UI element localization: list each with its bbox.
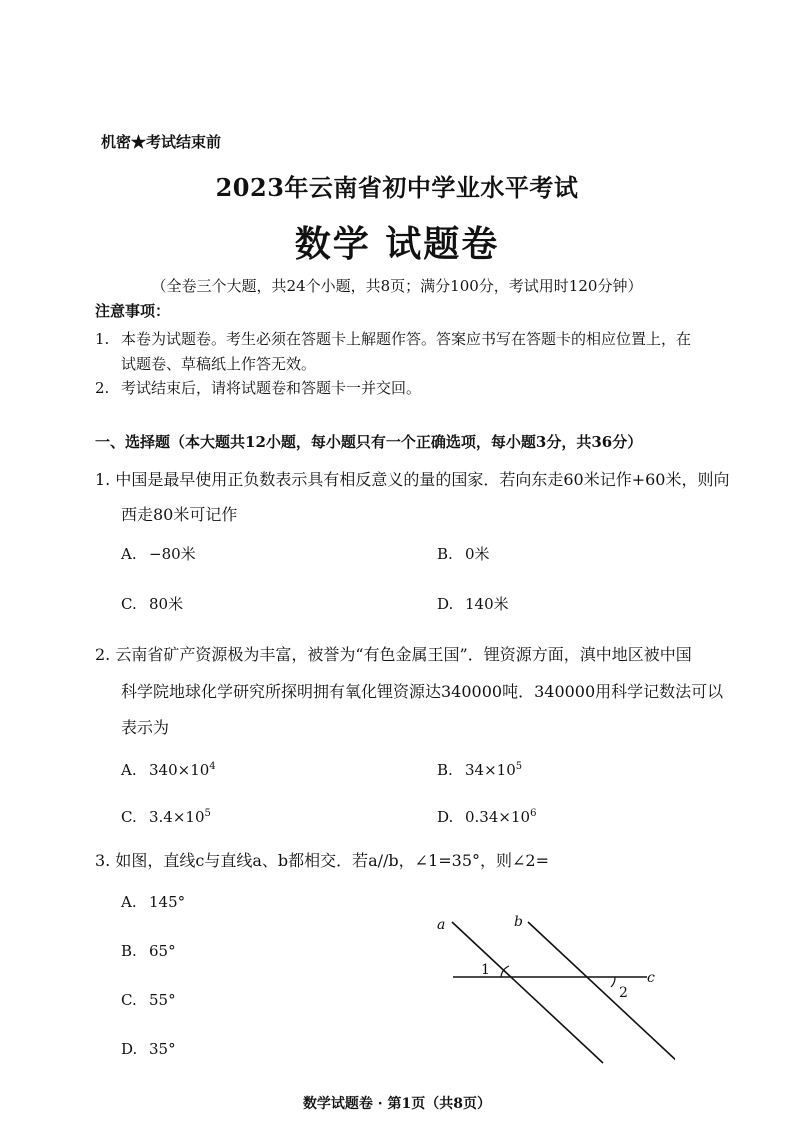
q2-option-c — [121, 808, 211, 826]
option-exponent: 5 — [204, 808, 211, 819]
label-b: b — [514, 914, 523, 930]
option-exponent: 4 — [209, 761, 216, 772]
q3-option-c — [121, 991, 176, 1009]
option-base: 0.34×10 — [465, 808, 531, 826]
notice-item-number: 2. — [95, 379, 110, 397]
option-text: −80米 — [149, 545, 196, 563]
question-2-line-1 — [95, 642, 692, 665]
notice-item-1-continued: 试题卷、草稿纸上作答无效。 — [121, 355, 317, 373]
label-angle-2: 2 — [619, 985, 628, 1001]
option-text: 140米 — [465, 595, 509, 613]
q2-option-b — [437, 761, 522, 779]
q1-option-a — [121, 543, 196, 564]
notice-item-text: 考试结束后，请将试题卷和答题卡一并交回。 — [121, 379, 422, 397]
q2-option-a — [121, 761, 216, 779]
q3-option-b — [121, 942, 176, 960]
question-1-line-2: 西走80米可记作 — [121, 505, 238, 524]
option-label: D. — [121, 1040, 138, 1058]
option-label: C. — [121, 808, 137, 826]
option-label: A. — [121, 893, 137, 911]
confidential-mark: 机密★考试结束前 — [101, 133, 222, 151]
option-text: 35° — [149, 1040, 176, 1058]
option-text: 0米 — [465, 545, 490, 563]
option-base: 340×10 — [149, 761, 210, 779]
option-label: C. — [121, 991, 137, 1009]
q2-option-d — [437, 808, 536, 826]
option-exponent: 5 — [515, 761, 523, 772]
option-label: D. — [437, 808, 454, 826]
label-c: c — [647, 970, 655, 986]
angle-2-arc — [611, 977, 615, 987]
notice-item-2 — [95, 376, 421, 400]
exam-info: （全卷三个大题，共24个小题，共8页；满分100分，考试用时120分钟） — [151, 277, 643, 295]
page-footer: 数学试题卷 · 第1页（共8页） — [302, 1096, 492, 1112]
option-label: B. — [437, 545, 453, 563]
label-a: a — [437, 917, 446, 933]
notice-heading: 注意事项： — [95, 302, 171, 320]
q3-option-d — [121, 1040, 176, 1058]
question-text: 云南省矿产资源极为丰富，被誉为“有色金属王国”．锂资源方面，滇中地区被中国 — [115, 645, 692, 664]
exam-title: 2023年云南省初中学业水平考试 — [215, 173, 579, 202]
label-angle-1: 1 — [481, 962, 490, 978]
option-label: C. — [121, 595, 137, 613]
option-text: 145° — [149, 893, 186, 911]
parallel-lines-figure — [425, 905, 675, 1065]
question-text: 中国是最早使用正负数表示具有相反意义的量的国家．若向东走60米记作+60米，则向 — [115, 470, 730, 489]
question-2-line-3: 表示为 — [121, 718, 170, 737]
option-text: 80米 — [149, 595, 184, 613]
notice-item-1 — [95, 327, 691, 351]
question-number: 3. — [95, 851, 111, 870]
q1-option-c — [121, 593, 183, 614]
question-3-line-1 — [95, 848, 549, 871]
option-base: 34×10 — [465, 761, 516, 779]
option-label: D. — [437, 595, 454, 613]
option-exponent: 6 — [530, 808, 537, 819]
section-heading: 一、选择题（本大题共12小题，每小题只有一个正确选项，每小题3分，共36分） — [95, 433, 643, 451]
option-base: 3.4×10 — [149, 808, 205, 826]
option-label: B. — [437, 761, 453, 779]
paper-title: 数学 试题卷 — [294, 223, 500, 265]
question-number: 1. — [95, 470, 111, 489]
line-b — [528, 922, 675, 1063]
line-a — [452, 922, 603, 1063]
option-label: A. — [121, 761, 137, 779]
option-label: B. — [121, 942, 137, 960]
option-text: 55° — [149, 991, 176, 1009]
notice-item-number: 1. — [95, 330, 110, 348]
question-number: 2. — [95, 645, 111, 664]
option-label: A. — [121, 545, 137, 563]
q3-option-a — [121, 893, 185, 911]
question-text: 如图，直线c与直线a、b都相交．若a//b，∠1=35°，则∠2= — [115, 851, 550, 870]
notice-item-text: 本卷为试题卷。考生必须在答题卡上解题作答。答案应书写在答题卡的相应位置上，在 — [121, 330, 692, 348]
option-text: 65° — [149, 942, 176, 960]
question-2-line-2: 科学院地球化学研究所探明拥有氧化锂资源达340000吨．340000用科学记数法可以 — [121, 682, 724, 701]
q1-option-b — [437, 543, 490, 564]
question-1-line-1 — [95, 467, 730, 490]
q1-option-d — [437, 593, 509, 614]
